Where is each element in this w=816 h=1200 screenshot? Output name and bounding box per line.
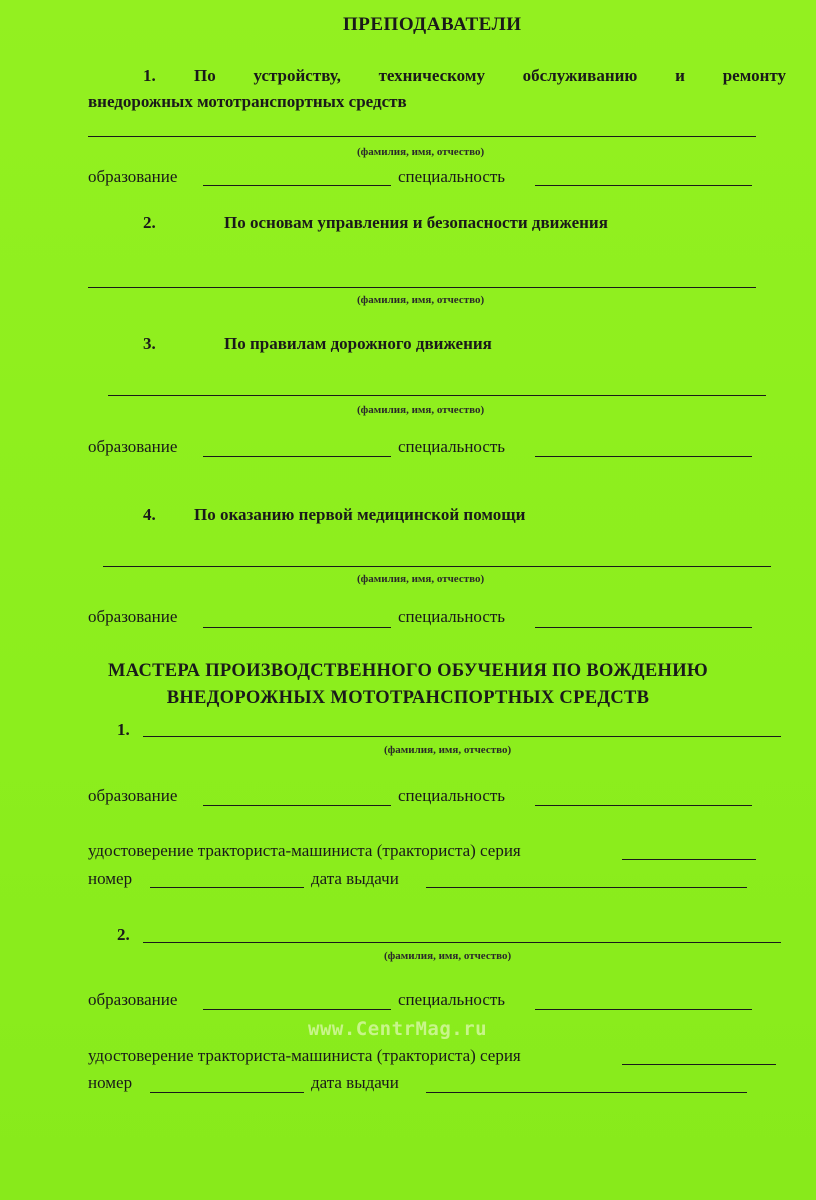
teacher-3-specialty-field[interactable] (535, 456, 752, 457)
master-1-name-hint: (фамилия, имя, отчество) (384, 744, 512, 756)
master-1-issue-date-label: дата выдачи (311, 869, 399, 888)
master-2-name-field[interactable] (143, 942, 781, 943)
masters-heading-line1: МАСТЕРА ПРОИЗВОДСТВЕННОГО ОБУЧЕНИЯ ПО ВОЖДЕНИЮ (107, 661, 709, 681)
master-2-number-label: номер (88, 1073, 133, 1092)
master-2-specialty-label: специальность (398, 990, 506, 1009)
teacher-3-specialty-label: специальность (398, 437, 506, 456)
teacher-4-education-field[interactable] (203, 627, 391, 628)
teacher-3-education-field[interactable] (203, 456, 391, 457)
teacher-3-education-label: образование (88, 437, 178, 456)
teacher-1-name-field[interactable] (88, 136, 756, 137)
master-1-number-field[interactable] (150, 887, 304, 888)
teacher-1-specialty-field[interactable] (535, 185, 752, 186)
teacher-1-subject-line1: По устройству, техническому обслуживанию и ремонту (194, 66, 786, 85)
master-1-number-label: номер (88, 869, 133, 888)
master-2-specialty-field[interactable] (535, 1009, 752, 1010)
master-1-issue-date-field[interactable] (426, 887, 747, 888)
master-2-education-label: образование (88, 990, 178, 1009)
teacher-4-subject: По оказанию первой медицинской помощи (194, 505, 526, 524)
teacher-3-number: 3. (143, 334, 156, 353)
teacher-4-name-field[interactable] (103, 566, 771, 567)
teacher-4-name-hint: (фамилия, имя, отчество) (357, 573, 485, 585)
master-1-education-label: образование (88, 786, 178, 805)
watermark: www.CentrMag.ru (308, 1018, 488, 1040)
master-1-certificate-label: удостоверение тракториста-машиниста (тракториста) серия (88, 841, 521, 860)
master-1-name-field[interactable] (143, 736, 781, 737)
teacher-4-specialty-label: специальность (398, 607, 506, 626)
teacher-2-number: 2. (143, 213, 156, 232)
teacher-1-number: 1. (143, 66, 156, 85)
master-2-name-hint: (фамилия, имя, отчество) (384, 950, 512, 962)
teacher-1-name-hint: (фамилия, имя, отчество) (357, 146, 485, 158)
masters-heading-line2: ВНЕДОРОЖНЫХ МОТОТРАНСПОРТНЫХ СРЕДСТВ (166, 688, 650, 708)
teacher-3-name-hint: (фамилия, имя, отчество) (357, 404, 485, 416)
master-2-series-field[interactable] (622, 1064, 776, 1065)
master-1-specialty-field[interactable] (535, 805, 752, 806)
master-1-number: 1. (117, 720, 130, 739)
master-2-certificate-label: удостоверение тракториста-машиниста (тракториста) серия (88, 1046, 521, 1065)
teacher-4-number: 4. (143, 505, 156, 524)
teacher-1-subject-line2: внедорожных мототранспортных средств (88, 92, 407, 111)
teacher-3-name-field[interactable] (108, 395, 766, 396)
teacher-4-education-label: образование (88, 607, 178, 626)
teacher-2-name-field[interactable] (88, 287, 756, 288)
teacher-4-specialty-field[interactable] (535, 627, 752, 628)
master-1-education-field[interactable] (203, 805, 391, 806)
master-2-number-field[interactable] (150, 1092, 304, 1093)
teacher-2-subject: По основам управления и безопасности движения (224, 213, 608, 232)
master-2-issue-date-field[interactable] (426, 1092, 747, 1093)
master-1-specialty-label: специальность (398, 786, 506, 805)
master-2-education-field[interactable] (203, 1009, 391, 1010)
teacher-1-specialty-label: специальность (398, 167, 506, 186)
master-1-series-field[interactable] (622, 859, 756, 860)
master-2-number: 2. (117, 925, 130, 944)
teacher-3-subject: По правилам дорожного движения (224, 334, 492, 353)
teacher-1-education-field[interactable] (203, 185, 391, 186)
master-2-issue-date-label: дата выдачи (311, 1073, 399, 1092)
page-title: ПРЕПОДАВАТЕЛИ (343, 14, 522, 35)
teacher-1-education-label: образование (88, 167, 178, 186)
teacher-2-name-hint: (фамилия, имя, отчество) (357, 294, 485, 306)
